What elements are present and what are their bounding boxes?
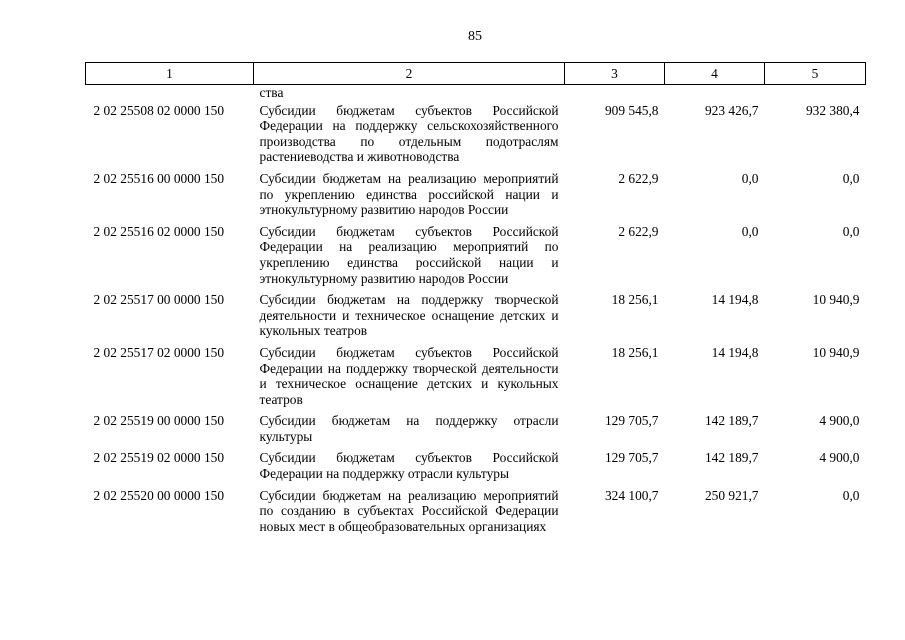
row-value-col3: 18 256,1 [611, 344, 659, 360]
row-value-col4: 923 426,7 [704, 102, 759, 118]
row-value-col4: 14 194,8 [711, 292, 759, 308]
column-header-5: 5 [765, 63, 866, 85]
table-row [86, 488, 866, 541]
table-row [86, 171, 866, 224]
row-code: 2 02 25520 00 0000 150 [93, 487, 225, 503]
continuation-text: ства [259, 85, 284, 100]
row-name: Субсидии бюджетам на реализацию мероприятий по укреплению единства российской нации и этнокультурному развитию народов России [259, 170, 559, 218]
row-value-col4: 142 189,7 [704, 450, 759, 466]
row-name: Субсидии бюджетам субъектов Российской Федерации на поддержку сельскохозяйственного производства по отдельным подотраслям растениеводства и животноводства [259, 102, 559, 165]
table-row [86, 103, 866, 171]
page-number: 85 [468, 29, 482, 44]
row-code: 2 02 25508 02 0000 150 [93, 102, 225, 118]
row-value-col4: 0,0 [741, 223, 759, 239]
row-name: Субсидии бюджетам субъектов Российской Федерации на реализацию мероприятий по укреплению единства российской нации и этнокультурному развитию народов России [259, 223, 559, 286]
row-value-col3: 129 705,7 [604, 450, 659, 466]
row-value-col4: 142 189,7 [704, 413, 759, 429]
table-row [86, 413, 866, 450]
row-value-col5: 4 900,0 [819, 450, 860, 466]
budget-table [85, 62, 866, 540]
row-value-col5: 932 380,4 [805, 102, 860, 118]
row-value-col3: 129 705,7 [604, 413, 659, 429]
row-value-col3: 2 622,9 [618, 170, 659, 186]
row-value-col4: 0,0 [741, 170, 759, 186]
table-row [86, 292, 866, 345]
column-header-3: 3 [565, 63, 665, 85]
row-code: 2 02 25516 00 0000 150 [93, 170, 225, 186]
row-value-col5: 4 900,0 [819, 413, 860, 429]
continuation-row [86, 85, 866, 103]
row-value-col3: 18 256,1 [611, 292, 659, 308]
continuation-code [86, 85, 254, 103]
row-name: Субсидии бюджетам на реализацию мероприятий по созданию в субъектах Российской Федерации новых мест в общеобразовательных организациях [259, 487, 559, 534]
table-row [86, 450, 866, 487]
table-row [86, 345, 866, 413]
row-value-col5: 0,0 [842, 170, 860, 186]
row-code: 2 02 25519 00 0000 150 [93, 413, 225, 429]
row-code: 2 02 25519 02 0000 150 [93, 450, 225, 466]
row-name: Субсидии бюджетам субъектов Российской Федерации на поддержку творческой деятельности и техническое оснащение детских и кукольных театров [259, 344, 559, 407]
row-value-col3: 324 100,7 [604, 487, 659, 503]
row-code: 2 02 25516 02 0000 150 [93, 223, 225, 239]
row-value-col3: 909 545,8 [604, 102, 659, 118]
row-name: Субсидии бюджетам на поддержку творческой деятельности и техническое оснащение детских и кукольных театров [259, 292, 559, 339]
row-value-col5: 0,0 [842, 223, 860, 239]
row-value-col3: 2 622,9 [618, 223, 659, 239]
row-value-col5: 10 940,9 [812, 344, 860, 360]
row-value-col5: 10 940,9 [812, 292, 860, 308]
table-header-row [86, 63, 866, 85]
column-header-2: 2 [254, 63, 565, 85]
row-code: 2 02 25517 02 0000 150 [93, 344, 225, 360]
row-value-col4: 14 194,8 [711, 344, 759, 360]
row-value-col4: 250 921,7 [704, 487, 759, 503]
row-name: Субсидии бюджетам субъектов Российской Федерации на поддержку отрасли культуры [259, 450, 559, 482]
row-name: Субсидии бюджетам на поддержку отрасли культуры [259, 413, 559, 444]
row-value-col5: 0,0 [842, 487, 860, 503]
column-header-1: 1 [86, 63, 254, 85]
table-row [86, 224, 866, 292]
row-code: 2 02 25517 00 0000 150 [93, 292, 225, 308]
column-header-4: 4 [665, 63, 765, 85]
